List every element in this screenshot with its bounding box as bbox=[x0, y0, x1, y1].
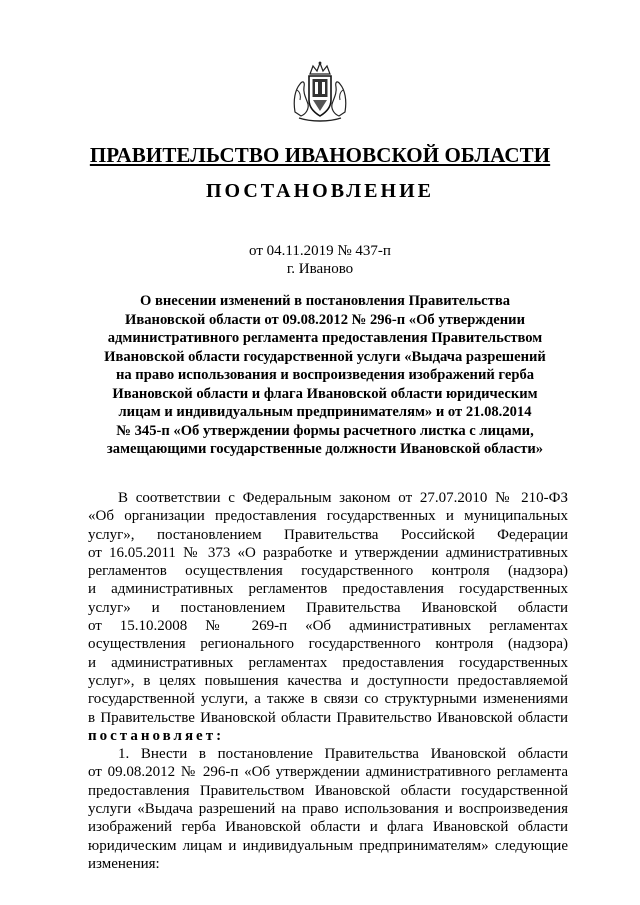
body-line: осуществления регионального государственного контроля (надзора) bbox=[88, 636, 568, 653]
organization-title: ПРАВИТЕЛЬСТВО ИВАНОВСКОЙ ОБЛАСТИ bbox=[89, 143, 551, 167]
body-line: «Об организации предоставления государственных и муниципальных bbox=[88, 508, 568, 525]
body-line: предоставления Правительством Ивановской области государственной bbox=[88, 782, 568, 799]
subject-line: Ивановской области от 09.08.2012 № 296-п «Об утверждении bbox=[125, 311, 525, 328]
body-line: от 15.10.2008 № 269-п «Об административных регламентах bbox=[88, 618, 568, 635]
body-line: от 09.08.2012 № 296-п «Об утверждении административного регламента bbox=[88, 764, 568, 781]
coat-of-arms-icon bbox=[291, 60, 349, 124]
document-subject bbox=[95, 292, 555, 459]
body-line: изменения: bbox=[88, 855, 160, 872]
body-line: 1. Внести в постановление Правительства Ивановской области bbox=[118, 746, 568, 763]
resolution-keyword: постановляет: bbox=[88, 727, 225, 744]
body-line: изображений герба Ивановской области и флага Ивановской области bbox=[88, 819, 568, 836]
body-line: регламентов осуществления государственного контроля (надзора) bbox=[88, 563, 568, 580]
subject-line: лицам и индивидуальным предпринимателям» и от 21.08.2014 bbox=[118, 404, 532, 420]
document-body bbox=[88, 489, 568, 873]
body-line: В соответствии с Федеральным законом от 27.07.2010 № 210-ФЗ bbox=[118, 490, 568, 506]
city: г. Иваново bbox=[286, 261, 354, 277]
document-type: ПОСТАНОВЛЕНИЕ bbox=[206, 180, 434, 202]
body-line: юридическим лицам и индивидуальным предпринимателям» следующие bbox=[88, 837, 568, 854]
subject-line: Ивановской области государственной услуги «Выдача разрешений bbox=[104, 348, 546, 365]
subject-line: на право использования и воспроизведения изображений герба bbox=[115, 367, 535, 383]
body-line: услуг», постановлением Правительства Российской Федерации bbox=[88, 526, 568, 543]
body-line: услуг» и постановлением Правительства Ивановской области bbox=[88, 599, 568, 616]
body-line: и административных регламентах предоставления государственных bbox=[88, 654, 568, 671]
subject-line: О внесении изменений в постановления Правительства bbox=[139, 293, 511, 309]
body-line: услуг», в целях повышения качества и доступности предоставляемой bbox=[88, 672, 568, 689]
body-line: в Правительстве Ивановской области Правительство Ивановской области bbox=[88, 709, 568, 726]
body-line: и административных регламентов предоставления государственных bbox=[88, 581, 568, 598]
subject-line: административного регламента предоставления Правительством bbox=[107, 330, 543, 346]
body-line: государственной услуги, а также в связи со структурными изменениями bbox=[88, 691, 568, 708]
subject-line: Ивановской области и флага Ивановской области юридическим bbox=[112, 385, 538, 402]
date-number: от 04.11.2019 № 437-п bbox=[249, 243, 391, 259]
body-line: услуги «Выдача разрешений на право использования и воспроизведения bbox=[88, 801, 568, 818]
subject-line: замещающими государственные должности Ивановской области» bbox=[106, 441, 544, 457]
subject-line: № 345-п «Об утверждении формы расчетного листка с лицами, bbox=[116, 422, 534, 439]
body-line: от 16.05.2011 № 373 «О разработке и утверждении административных bbox=[88, 544, 568, 561]
date-block bbox=[0, 242, 640, 278]
